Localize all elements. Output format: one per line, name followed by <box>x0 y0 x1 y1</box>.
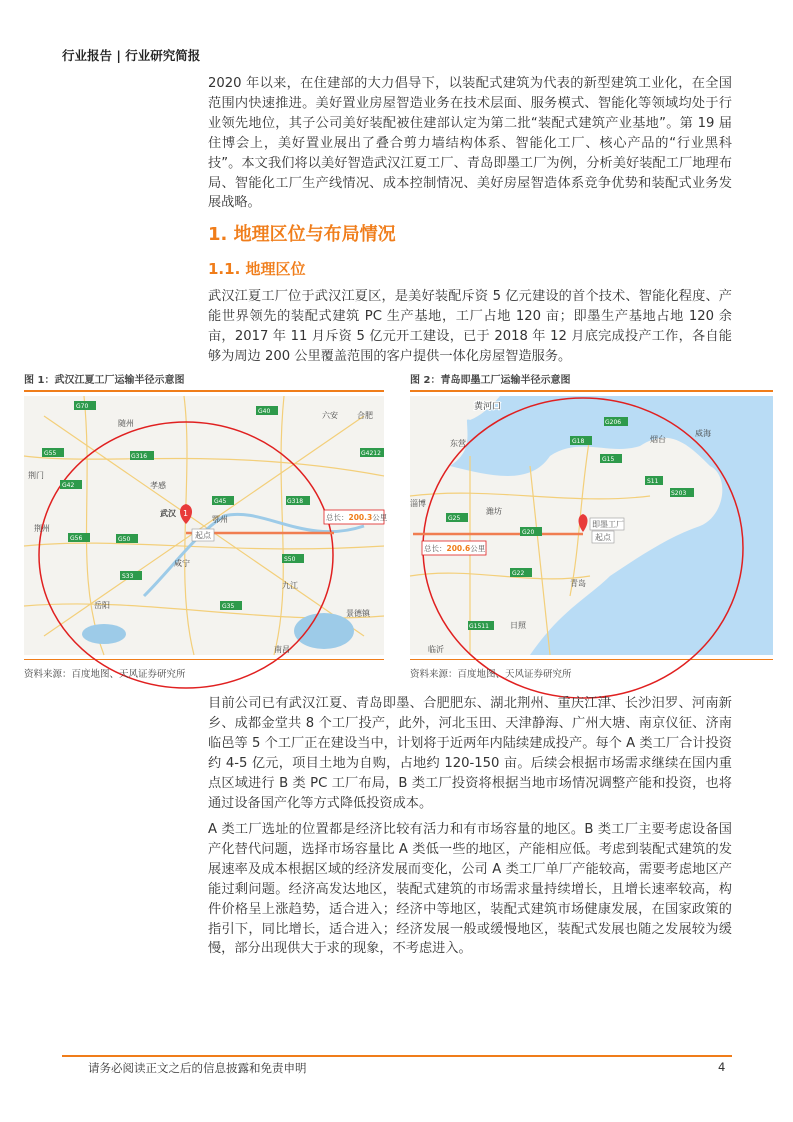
road-label: G25 <box>448 514 461 522</box>
svg-text:1: 1 <box>183 508 189 518</box>
distance-unit: 公里 <box>470 543 486 553</box>
distance-value: 200.6 <box>446 543 471 553</box>
divider <box>24 390 384 392</box>
city-label: 六安 <box>322 410 338 420</box>
city-label: 临沂 <box>428 644 444 654</box>
map-qingdao <box>410 396 773 655</box>
paragraph-factories: 目前公司已有武汉江夏、青岛即墨、合肥肥东、湖北荆州、重庆江津、长沙汨罗、河南新乡、成都金堂共 8 个工厂投产，此外，河北玉田、天津静海、广州大塘、南京仪征、济南临邑等 5 个工厂正在建设当中，计划将于近两年内陆续建成投产。每个 A 类工厂合计投资约 4-5 亿元，项目土地为自购，占地约 120-150 亩。后续会根据市场需求继续在国内重点区域进行 B 类 PC 工厂布局，B 类工厂投资将根据当地市场情况调整产能和投资，也将通过设备国产化等方式降低投资成本。 <box>208 696 732 811</box>
city-label: 青岛 <box>570 578 586 588</box>
figure-source: 资料来源：百度地图、天风证券研究所 <box>24 669 186 680</box>
city-label: 淄博 <box>410 498 426 508</box>
divider <box>410 659 773 661</box>
footer-disclaimer: 请务必阅读正文之后的信息披露和免责申明 <box>88 1061 307 1075</box>
city-label: 咸宁 <box>174 558 190 568</box>
city-label: 随州 <box>118 418 134 428</box>
report-header: 行业报告 | 行业研究简报 <box>62 48 201 63</box>
road-label: G50 <box>118 535 131 543</box>
start-label: 起点 <box>195 530 211 540</box>
road-label: G55 <box>44 449 57 457</box>
city-label: 东营 <box>450 438 466 448</box>
figure-wuhan <box>24 372 388 680</box>
road-label: G206 <box>605 418 622 426</box>
divider <box>24 659 384 661</box>
svg-text:总长：200.3公里 <box>326 512 388 522</box>
figure-qingdao <box>410 372 773 680</box>
road-label: G15 <box>602 455 615 463</box>
road-label: G1511 <box>469 622 489 630</box>
distance-unit: 公里 <box>372 512 388 522</box>
paragraph-intro: 2020 年以来，在住建部的大力倡导下，以装配式建筑为代表的新型建筑工业化，在全国范围内快速推进。美好置业房屋智造业务在技术层面、服务模式、智能化等领域均处于行业领先地位，其子公司美好装配被住建部认定为第二批“装配式建筑产业基地”。第 19 届住博会上，美好置业展出了叠合剪力墙结构体系、智能化工厂、核心产品的“行业黑科技”。本文我们将以美好智造武汉江夏工厂、青岛即墨工厂为例，分析美好装配工厂地理布局、智能化工厂生产线情况、成本控制情况、美好房屋智造体系竞争优势和装配式业务发展战略。 <box>208 76 732 211</box>
figure-source: 资料来源：百度地图、天风证券研究所 <box>410 669 572 680</box>
distance-value: 200.3 <box>348 512 373 522</box>
city-label: 岳阳 <box>94 600 110 610</box>
subsection-heading: 1.1. 地理区位 <box>208 260 306 278</box>
road-label: G70 <box>76 402 89 410</box>
city-label: 南昌 <box>274 644 290 654</box>
road-label: G40 <box>258 407 271 415</box>
road-label: S33 <box>122 572 134 580</box>
road-label: S203 <box>671 489 687 497</box>
city-label: 景德镇 <box>346 608 370 618</box>
section-heading: 1. 地理区位与布局情况 <box>208 224 396 245</box>
paragraph-location: 武汉江夏工厂位于武汉江夏区，是美好装配斥资 5 亿元建设的首个技术、智能化程度、产能世界领先的装配式建筑 PC 生产基地，工厂占地 120 亩；即墨生产基地占地 120 余亩，2017 年 11 月斥资 5 亿元开工建设，已于 2018 年 12 月底完成投产工作，各自能够为周边 200 公里覆盖范围的客户提供一体化房屋智造服务。 <box>208 289 732 364</box>
city-label: 荆门 <box>28 470 44 480</box>
city-label: 威海 <box>695 428 711 438</box>
road-label: S50 <box>284 555 296 563</box>
road-label: G4212 <box>361 449 381 457</box>
road-label: G316 <box>131 452 148 460</box>
road-label: G45 <box>214 497 227 505</box>
distance-label: 总长： <box>326 512 349 522</box>
road-label: G22 <box>512 569 525 577</box>
city-label: 黄河口 <box>474 401 502 412</box>
city-label: 烟台 <box>650 434 666 444</box>
city-label: 日照 <box>510 620 526 630</box>
city-label: 潍坊 <box>486 506 502 516</box>
city-label: 合肥 <box>357 410 373 420</box>
figure-title: 图 1：武汉江夏工厂运输半径示意图 <box>24 375 185 386</box>
city-label: 武汉 <box>160 508 176 518</box>
svg-text:总长：200.6公里 <box>424 543 486 553</box>
city-label: 荆州 <box>34 523 50 533</box>
road-label: S11 <box>647 477 659 485</box>
distance-label: 总长： <box>424 543 447 553</box>
road-label: G35 <box>222 602 235 610</box>
road-label: G18 <box>572 437 585 445</box>
figure-title: 图 2：青岛即墨工厂运输半径示意图 <box>410 375 571 386</box>
paragraph-site-selection: A 类工厂选址的位置都是经济比较有活力和有市场容量的地区。B 类工厂主要考虑设备国产化替代问题，选择市场容量比 A 类低一些的地区，产能相应低。考虑到装配式建筑的发展速率及成本根据区域的经济发展而变化，公司 A 类工厂单厂产能较高，需要考虑地区产能过剩问题。经济高发达地区，装配式建筑的市场需求量持续增长，且增长速率较高，构件价格呈上涨趋势，适合进入；经济中等地区，装配式建筑市场健康发展，在国家政策的指引下，同比增长，适合进入；经济发展一般或缓慢地区，装配式发展也随之发展较为缓慢，部分出现供大于求的现象，不考虑进入。 <box>208 822 732 957</box>
city-label: 孝感 <box>150 480 166 490</box>
factory-label: 即墨工厂 <box>592 519 624 529</box>
footer-divider <box>62 1055 732 1057</box>
road-label: G42 <box>62 481 75 489</box>
map-wuhan <box>24 396 388 655</box>
page-number: 4 <box>718 1060 726 1074</box>
road-label: G56 <box>70 534 83 542</box>
city-label: 鄂州 <box>212 514 228 524</box>
city-label: 九江 <box>282 580 298 590</box>
road-label: G20 <box>522 528 535 536</box>
road-label: G318 <box>287 497 304 505</box>
divider <box>410 390 773 392</box>
start-label: 起点 <box>595 532 611 542</box>
